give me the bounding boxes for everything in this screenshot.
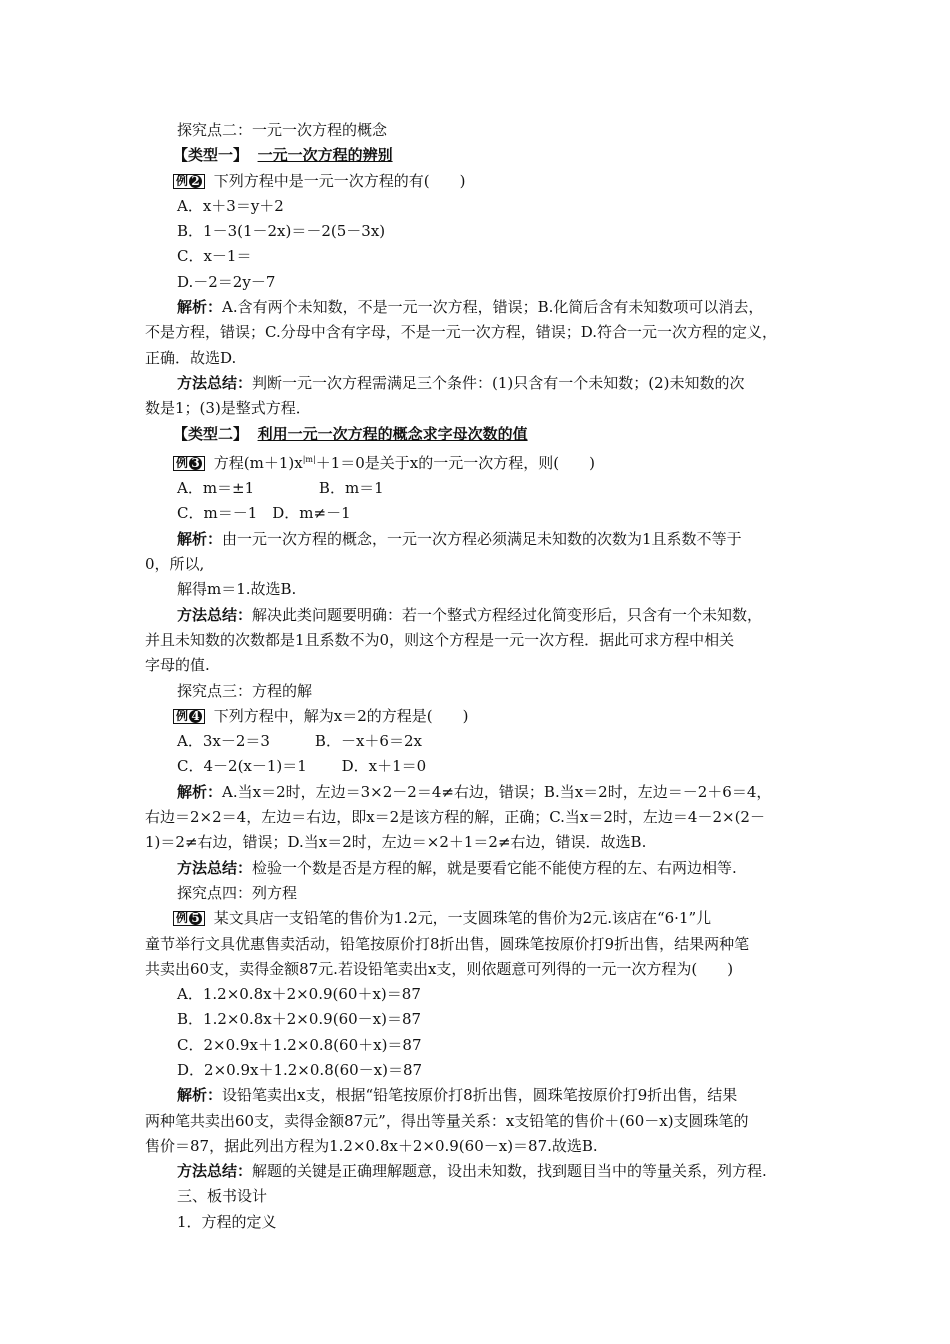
- example-2-analysis: 解析：A.含有两个未知数，不是一元一次方程，错误；B.化简后含有未知数项可以消去，: [177, 298, 764, 317]
- example-5-analysis-line-2: 两种笔共卖出60支，卖得金额87元”，得出等量关系：x支铅笔的售价＋(60－x)支圆珠笔的: [145, 1111, 749, 1130]
- example-2-summary-line-2: 数是1；(3)是整式方程．: [145, 399, 311, 418]
- section-heading-3: 探究点三：方程的解: [177, 681, 313, 700]
- board-design-item-1: 1．方程的定义: [177, 1212, 277, 1231]
- example-3-summary-line-3: 字母的值.: [145, 656, 210, 675]
- example-5-analysis: 解析：设铅笔卖出x支，根据“铅笔按原价打8折出售，圆珠笔按原价打9折出售，结果: [177, 1086, 738, 1105]
- example-4-summary: 方法总结：检验一个数是否是方程的解，就是要看它能不能使方程的左、右两边相等.: [177, 858, 737, 877]
- example-3-analysis-line-3: 解得m＝1.故选B.: [177, 580, 297, 599]
- example-2-analysis-line-3: 正确．故选D.: [145, 348, 237, 367]
- example-2-analysis-line-2: 不是方程，错误；C.分母中含有字母，不是一元一次方程，错误；D.符合一元一次方程的定义，: [145, 323, 777, 342]
- example-4-analysis-line-3: 1)＝2≠右边，错误；D.当x＝2时，左边＝×2＋1＝2≠右边，错误．故选B.: [145, 833, 647, 852]
- example-4-question: 例 4 下列方程中，解为x＝2的方程是( ): [145, 704, 817, 729]
- type-1-title: 一元一次方程的辨别: [257, 146, 393, 165]
- example-3-analysis-line-2: 0，所以,: [145, 555, 205, 574]
- example-5-summary: 方法总结：解题的关键是正确理解题意，设出未知数，找到题目当中的等量关系，列方程.: [177, 1162, 767, 1181]
- example-5-question-line-3: 共卖出60支，卖得金额87元.若设铅笔卖出x支，则依题意可列得的一元一次方程为( ): [145, 959, 734, 978]
- type-2-heading: [145, 422, 817, 447]
- example-5-option-a: A．1.2×0.8x＋2×0.9(60＋x)＝87: [177, 985, 421, 1004]
- example-2-summary: 方法总结：判断一元一次方程需满足三个条件：(1)只含有一个未知数；(2)未知数的次: [177, 373, 745, 392]
- example-2-option-a: A．x＋3＝y＋2: [177, 196, 284, 215]
- section-heading-2: 探究点二：一元一次方程的概念: [177, 121, 388, 139]
- example-3-question: 例 3 方程$(m+1)x^{|m|}+1=0$是关于x的一元一次方程，则( ): [145, 447, 817, 476]
- example-5-question: 例 5 某文具店一支铅笔的售价为1.2元，一支圆珠笔的售价为2元.该店在“6·1”儿: [145, 906, 817, 931]
- example-4-options-ab: A．3x－2＝3 B．－x＋6＝2x: [177, 732, 422, 751]
- example-2-option-c: C．x－1＝: [177, 247, 252, 266]
- example-5-analysis-line-3: 售价＝87，据此列出方程为1.2×0.8x＋2×0.9(60－x)＝87.故选B.: [145, 1136, 598, 1155]
- example-2-option-b: B．1－3(1－2x)＝－2(5－3x): [177, 222, 386, 241]
- example-5-option-c: C．2×0.9x＋1.2×0.8(60＋x)＝87: [177, 1035, 422, 1054]
- example-3-analysis: 解析：由一元一次方程的概念，一元一次方程必须满足未知数的次数为1且系数不等于: [177, 529, 742, 548]
- example-5-tag: 例 5: [173, 911, 205, 926]
- example-4-tag: 例 4: [173, 709, 205, 724]
- board-design-heading: 三、板书设计: [177, 1187, 268, 1206]
- type-2-bracket: 【类型二】: [173, 424, 249, 443]
- example-5-option-d: D．2×0.9x＋1.2×0.8(60－x)＝87: [177, 1060, 423, 1079]
- example-5-question-line-2: 童节举行文具优惠售卖活动，铅笔按原价打8折出售，圆珠笔按原价打9折出售，结果两种笔: [145, 934, 750, 953]
- type-1-heading: [145, 143, 817, 168]
- example-4-analysis-line-2: 右边＝2×2＝4，左边＝右边，即x＝2是该方程的解，正确；C.当x＝2时，左边＝4－2×(2－: [145, 808, 765, 827]
- example-5-option-b: B．1.2×0.8x＋2×0.9(60－x)＝87: [177, 1010, 422, 1029]
- example-4-options-cd: C．4－2(x－1)＝1 D．x＋1＝0: [177, 757, 427, 776]
- section-heading-4: 探究点四：列方程: [177, 883, 298, 902]
- document-page: [145, 118, 817, 1235]
- example-3-tag: 例 3: [173, 456, 205, 471]
- example-3-summary: 方法总结：解决此类问题要明确：若一个整式方程经过化简变形后，只含有一个未知数，: [177, 605, 763, 624]
- example-3-summary-line-2: 并且未知数的次数都是1且系数不为0，则这个方程是一元一次方程．据此可求方程中相关: [145, 630, 735, 649]
- type-1-bracket: 【类型一】: [173, 146, 249, 165]
- example-3-options-ab: A．m＝±1 B．m＝1: [177, 479, 384, 498]
- example-3-options-cd: C．m＝－1 D．m≠－1: [177, 504, 351, 523]
- example-4-analysis: 解析：A.当x＝2时，左边＝3×2－2＝4≠右边，错误；B.当x＝2时，左边＝－2＋6＝4，: [177, 782, 772, 801]
- example-2-question: 例 2 下列方程中是一元一次方程的有( ): [145, 169, 817, 194]
- type-2-title: 利用一元一次方程的概念求字母次数的值: [257, 424, 528, 443]
- example-2-option-d: D.－2＝2y－7: [177, 272, 276, 291]
- example-2-tag: 例 2: [173, 174, 205, 189]
